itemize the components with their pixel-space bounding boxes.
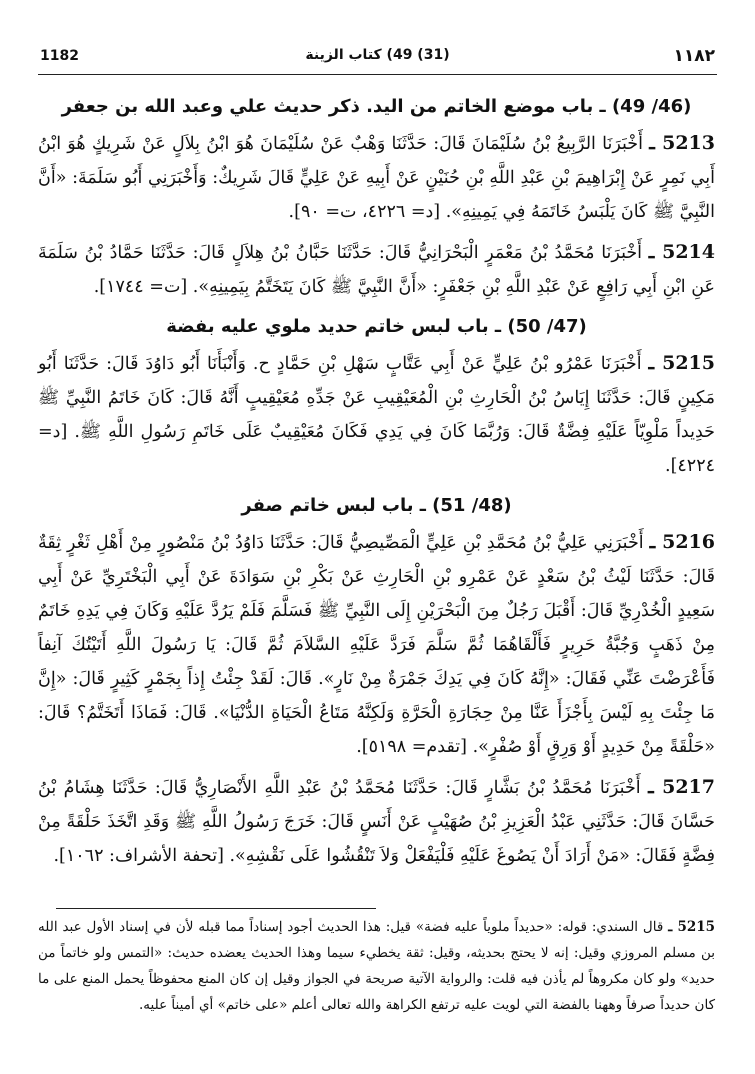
main-text bbox=[38, 88, 715, 879]
hadith-text: أَخْبَرَنَا مُحَمَّدُ بْنُ بَشَّارٍ قَالَ: حَدَّثَنَا مُحَمَّدُ بْنُ عَبْدِ اللَّهِ الأَنْصَارِيُّ قَالَ: حَدَّثَنَا هِشَامُ بْنُ حَسَّانَ قَالَ: حَدَّثَنِي عَبْدُ الْعَزِيزِ بْنُ صُهَيْبٍ عَنْ أَنَسٍ قَالَ: خَرَجَ رَسُولُ اللَّهِ ﷺ وَقَدِ اتَّخَذَ حَلْقَةً مِنْ فِضَّةٍ فَقَالَ: «مَنْ أَرَادَ أَنْ يَصُوغَ عَلَيْهِ فَلْيَفْعَلْ وَلاَ تَنْقُشُوا عَلَى نَقْشِهِ». [تحفة الأشراف: ١٠٦٢]. bbox=[38, 778, 715, 866]
page-number-arabic: ١١٨٢ bbox=[673, 46, 715, 66]
hadith-paragraph bbox=[38, 770, 715, 873]
header-divider bbox=[38, 74, 717, 75]
hadith-text: أَخْبَرَنَا عَمْرُو بْنُ عَلِيٍّ عَنْ أَبِي عَتَّابٍ سَهْلِ بْنِ حَمَّادٍ ح. وَأَنْبَأَنَا أَبُو دَاوُدَ قَالَ: حَدَّثَنَا أَبُو مَكِينٍ قَالَ: حَدَّثَنَا إِيَاسُ بْنُ الْحَارِثِ بْنِ الْمُعَيْقِيبِ عَنْ جَدِّهِ مُعَيْقِيبٍ أَنَّهُ قَالَ: كَانَ خَاتَمُ النَّبِيِّ ﷺ حَدِيداً مَلْوِيّاً عَلَيْهِ فِضَّةٌ قَالَ: وَرُبَّمَا كَانَ فِي يَدِي فَكَانَ مُعَيْقِيبٌ عَلَى خَاتَمِ رَسُولِ اللَّهِ ﷺ. [د= ٤٢٢٤]. bbox=[38, 354, 715, 476]
hadith-text: أَخْبَرَنَا الرَّبِيعُ بْنُ سُلَيْمَانَ قَالَ: حَدَّثَنَا وَهْبٌ عَنْ سُلَيْمَانَ هُوَ ابْنُ بِلاَلٍ عَنْ شَرِيكٍ هُوَ ابْنُ أَبِي نَمِرٍ عَنْ إِبْرَاهِيمَ بْنِ عَبْدِ اللَّهِ بْنِ حُنَيْنٍ عَنْ أَبِيهِ عَنْ عَلِيٍّ قَالَ شَرِيكٌ: وَأَخْبَرَنِي أَبُو سَلَمَةَ: «أَنَّ النَّبِيَّ ﷺ كَانَ يَلْبَسُ خَاتَمَهُ فِي يَمِينِهِ». [د= ٤٢٢٦، ت= ٩٠]. bbox=[38, 134, 715, 222]
footnote-text: قال السندي: قوله: «حديداً ملوياً عليه فضة» قيل: هذا الحديث أجود إسناداً مما قبله لأن في إسناد الأول عبد الله بن مسلم المروزي وقيل: إنه لا يحتج بحديثه، وقيل: ثقة يخطيء سيما وهذا الحديث يعضده حديث: «التمس ولو خاتماً من حديد» ولو كان مكروهاً لم يأذن فيه قلت: والرواية الآتية صريحة في الجواز وقيل إن كان المنع محفوظاً يحمل المنع على ما كان حديداً صرفاً وههنا بالفضة التي لويت عليه ترتفع الكراهة والله تعالى أعلم «على خاتم» أي أميناً عليه. bbox=[38, 919, 715, 1013]
hadith-paragraph bbox=[38, 126, 715, 229]
footnote-divider bbox=[56, 908, 376, 909]
chapter-heading: (48/ 51) ـ باب لبس خاتم صفر bbox=[241, 495, 512, 516]
running-title: (31) 49) كتاب الزينة bbox=[305, 47, 450, 63]
page-number-latin: 1182 bbox=[40, 48, 79, 64]
chapter-heading: (46/ 49) ـ باب موضع الخاتم من اليد. ذكر حديث علي وعبد الله بن جعفر bbox=[61, 96, 692, 117]
footnote bbox=[38, 914, 715, 1018]
hadith-number: 5217 ـ bbox=[648, 776, 715, 798]
hadith-number: 5215 ـ bbox=[648, 352, 715, 374]
page-header bbox=[38, 46, 717, 72]
hadith-text: أَخْبَرَنِي عَلِيُّ بْنُ مُحَمَّدِ بْنِ عَلِيٍّ الْمَصِّيصِيُّ قَالَ: حَدَّثَنَا دَاوُدُ بْنُ مَنْصُورٍ مِنْ أَهْلِ ثَغْرٍ ثِقَةٌ قَالَ: حَدَّثَنَا لَيْثُ بْنُ سَعْدٍ عَنْ عَمْرِو بْنِ الْحَارِثِ عَنْ بَكْرِ بْنِ سَوَادَةَ عَنْ أَبِي الْبَخْتَرِيِّ عَنْ أَبِي سَعِيدٍ الْخُدْرِيِّ قَالَ: أَقْبَلَ رَجُلٌ مِنَ الْبَحْرَيْنِ إِلَى النَّبِيِّ ﷺ فَسَلَّمَ فَلَمْ يَرُدَّ عَلَيْهِ وَكَانَ فِي يَدِهِ خَاتَمٌ مِنْ ذَهَبٍ وَجُبَّةُ حَرِيرٍ فَأَلْقَاهُمَا ثُمَّ سَلَّمَ فَرَدَّ عَلَيْهِ السَّلاَمَ ثُمَّ قَالَ: يَا رَسُولَ اللَّهِ أَتَيْتُكَ آنِفاً فَأَعْرَضْتَ عَنِّي فَقَالَ: «إِنَّهُ كَانَ فِي يَدِكَ جَمْرَةٌ مِنْ نَارٍ». قَالَ: لَقَدْ جِئْتُ إِذاً بِجَمْرٍ كَثِيرٍ قَالَ: «إِنَّ مَا جِئْتَ بِهِ لَيْسَ بِأَجْزَأَ عَنَّا مِنْ حِجَارَةِ الْحَرَّةِ وَلَكِنَّهُ مَتَاعُ الْحَيَاةِ الدُّنْيَا». قَالَ: فَمَاذَا أَتَخَتَّمُ؟ قَالَ: «حَلْقَةً مِنْ حَدِيدٍ أَوْ وَرِقٍ أَوْ صُفْرٍ». [تقدم= ٥١٩٨]. bbox=[38, 533, 715, 757]
hadith-paragraph bbox=[38, 525, 715, 764]
hadith-text: أَخْبَرَنَا مُحَمَّدُ بْنُ مَعْمَرٍ الْبَحْرَانِيُّ قَالَ: حَدَّثَنَا حَبَّانُ بْنُ هِلاَلٍ قَالَ: حَدَّثَنَا حَمَّادُ بْنُ سَلَمَةَ عَنِ ابْنِ أَبِي رَافِعٍ عَنْ عَبْدِ اللَّهِ بْنِ جَعْفَرٍ: «أَنَّ النَّبِيَّ ﷺ كَانَ يَتَخَتَّمُ بِيَمِينِهِ». [ت= ١٧٤٤]. bbox=[38, 243, 715, 297]
hadith-number: 5216 ـ bbox=[649, 531, 715, 553]
hadith-paragraph bbox=[38, 346, 715, 483]
hadith-number: 5213 ـ bbox=[649, 132, 715, 154]
hadith-number: 5214 ـ bbox=[648, 241, 715, 263]
hadith-paragraph bbox=[38, 235, 715, 304]
footnote-number: 5215 ـ bbox=[668, 919, 716, 935]
chapter-heading: (47/ 50) ـ باب لبس خاتم حديد ملوي عليه بفضة bbox=[166, 316, 587, 337]
